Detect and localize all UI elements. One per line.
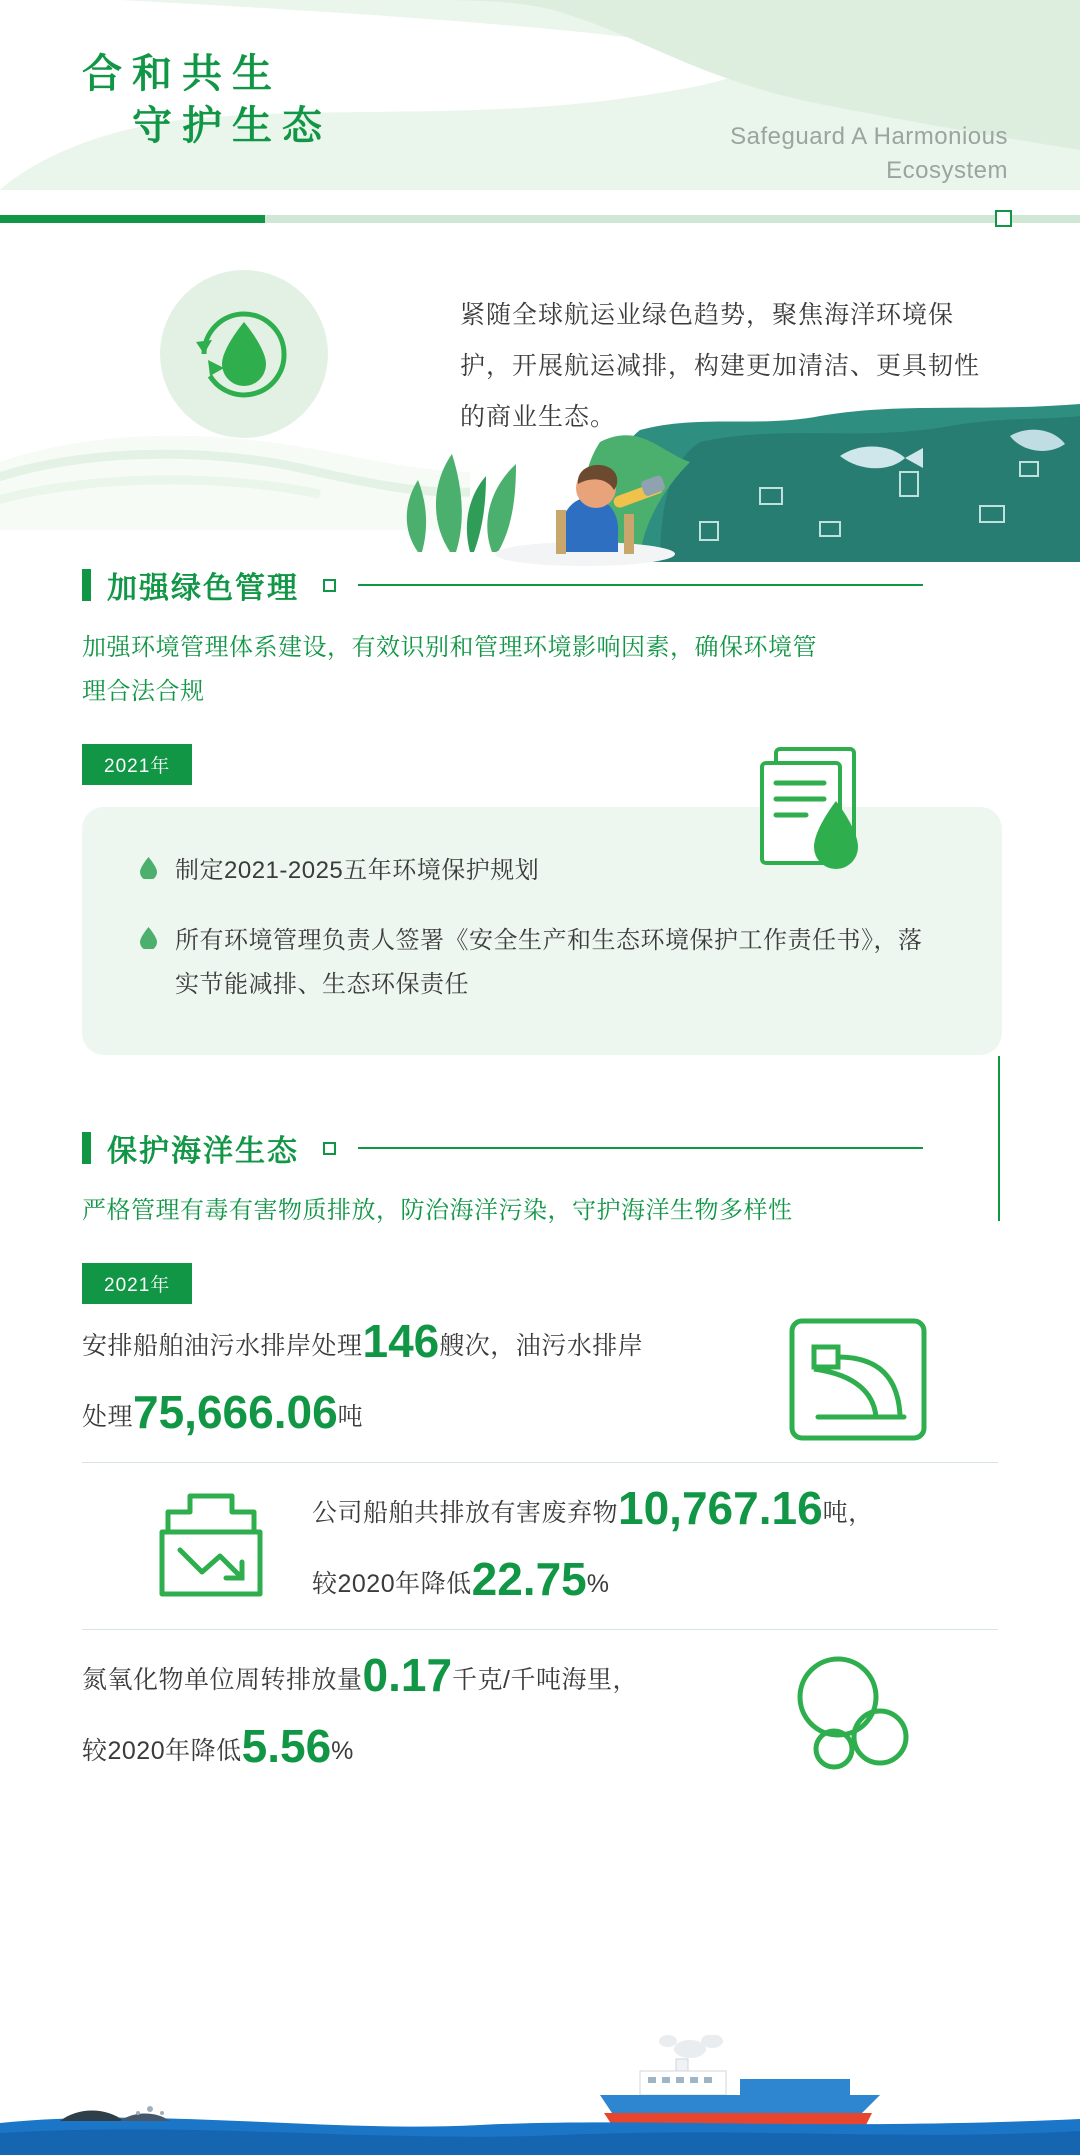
header-rule-endbox: [995, 210, 1012, 227]
page-subtitle-en: [730, 120, 1008, 188]
intro-section: [0, 232, 1080, 562]
stat-text: [82, 1642, 788, 1784]
intro-paragraph: 紧随全球航运业绿色趋势，聚焦海洋环境保护，开展航运减排，构建更加清洁、更具韧性的商业生态。: [460, 301, 981, 431]
list-item-text: 制定2021-2025五年环境保护规划: [175, 857, 540, 884]
ship-on-sea-illustration: [0, 2035, 1080, 2155]
stat-part-text: %: [586, 1570, 610, 1598]
stat-part-text: 艘次，油污水排岸: [439, 1332, 644, 1360]
stat-value: 75,666.06: [133, 1386, 338, 1438]
stat-part-text: 较2020年降低: [82, 1737, 242, 1765]
heading-endbox: [323, 579, 336, 592]
year-badge-2021-marine: 2021年: [82, 1263, 192, 1304]
ocean-pollution-illustration: [0, 402, 1080, 567]
stat-part-text: 吨，: [822, 1499, 874, 1527]
document-drop-icon: [744, 739, 874, 889]
stat-part-text: 公司船舶共排放有害废弃物: [312, 1499, 619, 1527]
list-item-text: 所有环境管理负责人签署《安全生产和生态环境保护工作责任书》，落实节能减排、生态环保责任: [175, 927, 923, 998]
header-rule: [0, 215, 1080, 223]
section-title: 保护海洋生态: [107, 1135, 299, 1168]
stat-divider: [82, 1462, 998, 1463]
section-title: 加强绿色管理: [107, 572, 299, 605]
list-item: [140, 919, 942, 1007]
heading-dash-line: [358, 1147, 923, 1149]
stat-value: 22.75: [471, 1553, 587, 1605]
stat-block-2: [0, 1471, 1080, 1621]
page-title-line2: 守护生态: [132, 104, 332, 148]
header-rule-fill: [0, 215, 265, 223]
section-green-management: [0, 562, 1080, 1055]
stat-part-text: 吨: [337, 1403, 364, 1431]
stat-row: [82, 1471, 998, 1621]
section-marine-ecology: [0, 1125, 1080, 1788]
page-subtitle-en-line1: Safeguard A Harmonious: [730, 123, 1008, 150]
heading-dash-line: [358, 584, 923, 586]
discharge-pipe-icon: [788, 1317, 928, 1442]
stat-part-text: 氮氧化物单位周转排放量: [82, 1666, 363, 1694]
page-title-line1: 合和共生: [82, 52, 282, 96]
stat-row: [82, 1638, 998, 1788]
stat-text: [82, 1308, 788, 1450]
heading-accent-bar: [82, 569, 91, 601]
stat-part-text: 较2020年降低: [312, 1570, 472, 1598]
stat-row: [82, 1304, 998, 1454]
year-badge-2021-management: 2021年: [82, 744, 192, 785]
stat-part-text: 千克/千吨海里，: [452, 1666, 638, 1694]
stat-text: [312, 1475, 998, 1617]
stat-value: 5.56: [241, 1720, 332, 1772]
drop-bullet-icon: [140, 857, 157, 879]
stat-value: 10,767.16: [618, 1482, 823, 1534]
stat-value: 146: [362, 1315, 440, 1367]
drop-bullet-icon: [140, 927, 157, 949]
section-description: 严格管理有毒有害物质排放，防治海洋污染，守护海洋生物多样性: [82, 1197, 793, 1224]
section-rail-line: [998, 1101, 1000, 1221]
page-subtitle-en-line2: Ecosystem: [886, 157, 1008, 184]
stat-part-text: 安排船舶油污水排岸处理: [82, 1332, 363, 1360]
waste-bin-decrease-icon: [146, 1486, 276, 1606]
page-header: [0, 0, 1080, 232]
stat-block-1: [0, 1304, 1080, 1454]
section-description: 加强环境管理体系建设，有效识别和管理环境影响因素，确保环境管理合法合规: [82, 634, 817, 705]
heading-accent-bar: [82, 1132, 91, 1164]
stat-value: 0.17: [362, 1649, 453, 1701]
section-heading-green-management: [0, 562, 1080, 608]
green-management-card: [82, 807, 1002, 1055]
heading-endbox: [323, 1142, 336, 1155]
page-title: [82, 48, 332, 152]
stat-block-3: [0, 1638, 1080, 1788]
stat-part-text: %: [331, 1737, 354, 1765]
section-heading-marine-ecology: [0, 1125, 1080, 1171]
stat-part-text: 处理: [82, 1403, 134, 1431]
emission-bubbles-icon: [788, 1651, 918, 1776]
stat-divider: [82, 1629, 998, 1630]
